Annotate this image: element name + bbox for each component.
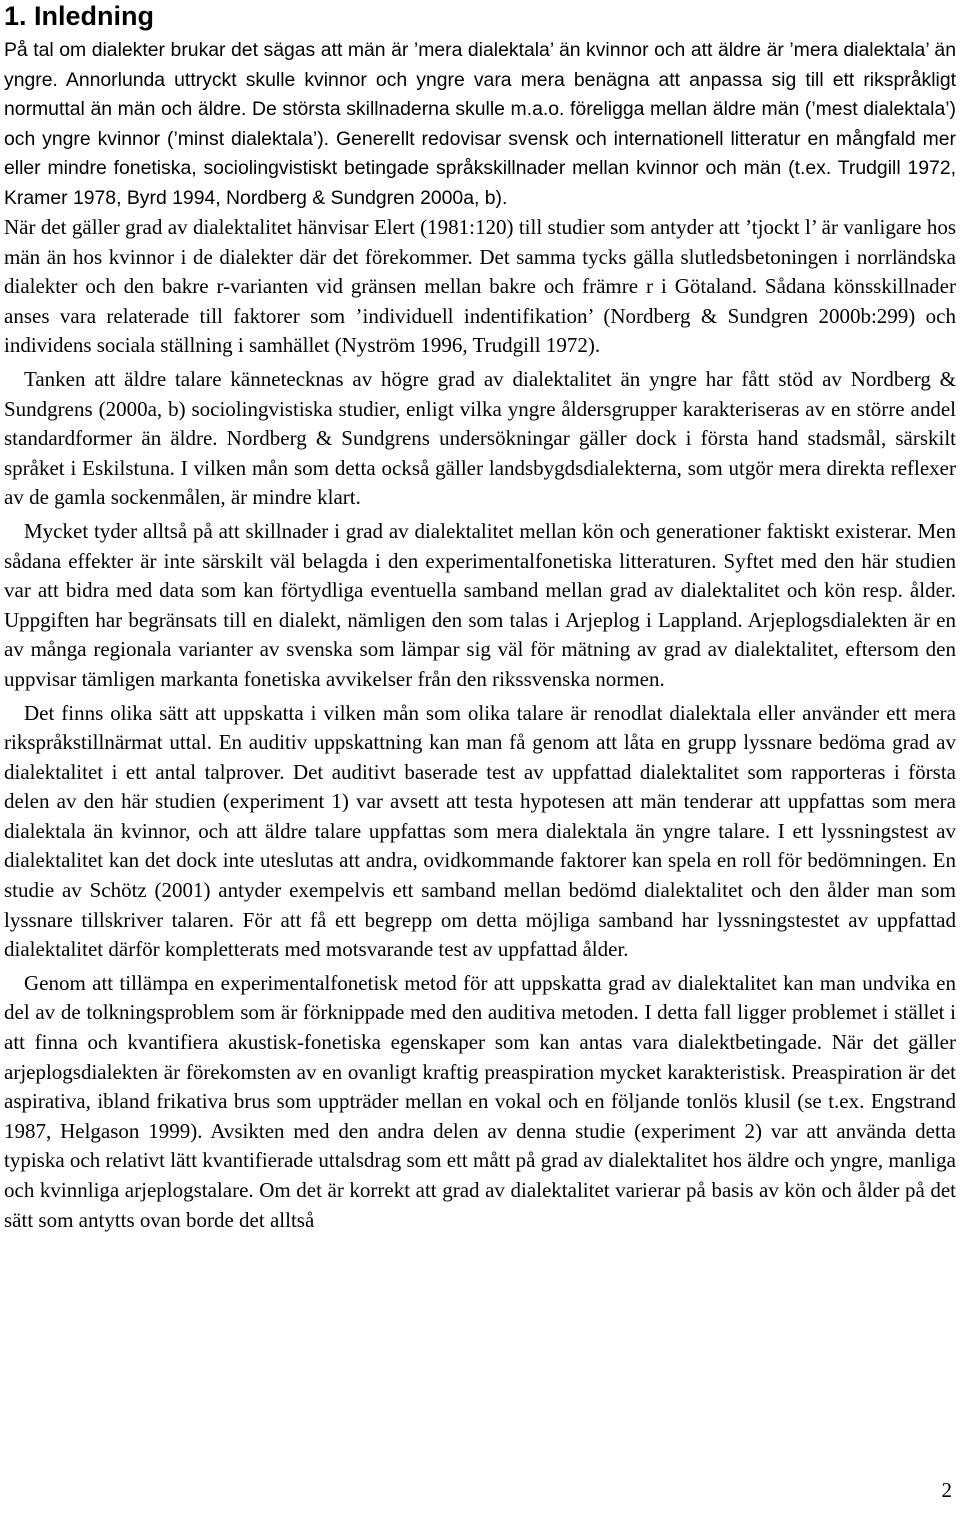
intro-paragraph-serif: När det gäller grad av dialektalitet hänvisar Elert (1981:120) till studier som antyder att ’tjockt l’ är vanligare hos män än hos kvinnor i de dialekter där det förekommer. Det samma tycks gälla slutledsbetoningen i norrländska dialekter och den bakre r-varianten vid gränsen mellan bakre och främre r i Götaland. Sådana könsskillnader anses vara relaterade till faktorer som ’individuell indentifikation’ (Nordberg & Sundgren 2000b:299) och individens sociala ställning i samhället (Nyström 1996, Trudgill 1972). xyxy=(4,215,956,358)
paragraph-listening-test: Det finns olika sätt att uppskatta i vilken mån som olika talare är renodlat dialektala eller använder ett mera rikspråkstillnärmat uttal. En auditiv uppskattning kan man få genom att låta en grupp lyssnare bedöma grad av dialektalitet i ett antal talprover. Det auditivt baserade test av uppfattad dialektalitet som rapporteras i första delen av den här studien (experiment 1) var avsett att testa hypotesen att män tenderar att uppfattas som mera dialektala än kvinnor, och att äldre talare uppfattas som mera dialektala än yngre talare. I ett lyssningstest av dialektalitet kan det dock inte uteslutas att andra, ovidkommande faktorer kan spela en roll för bedömningen. En studie av Schötz (2001) antyder exempelvis ett samband mellan bedömd dialektalitet och den ålder man som lyssnare tillskriver talaren. För att få ett begrepp om detta möjliga samband har lyssningstestet av uppfattad dialektalitet därför kompletterats med motsvarande test av uppfattad ålder. xyxy=(4,700,956,962)
paragraph-preaspiration: Genom att tillämpa en experimentalfonetisk metod för att uppskatta grad av dialektalitet kan man undvika en del av de tolkningsproblem som är förknippade med den auditiva metoden. I detta fall ligger problemet i stället i att finna och kvantifiera akustisk-fonetiska egenskaper som kan antas vara dialektbetingade. När det gäller arjeplogsdialekten är förekomsten av en ovanligt kraftig preaspiration mycket karakteristisk. Preaspiration är det aspirativa, ibland frikativa brus som uppträder mellan en vokal och en följande tonlös klusil (se t.ex. Engstrand 1987, Helgason 1999). Avsikten med den andra delen av denna studie (experiment 2) var att använda detta typiska och relativt lätt kvantifierade uttalsdrag som ett mått på grad av dialektalitet hos äldre och yngre, manliga och kvinnliga arjeplogstalare. Om det är korrekt att grad av dialektalitet varierar på basis av kön och ålder på det sätt som antytts ovan borde det alltså xyxy=(4,970,956,1232)
intro-paragraph-sans: På tal om dialekter brukar det sägas att män är ’mera dialektala’ än kvinnor och att äldre är ’mera dialektala’ än yngre. Annorlunda uttryckt skulle kvinnor och yngre vara mera benägna att anpassa sig till ett rikspråkligt normuttal än män och äldre. De största skillnaderna skulle m.a.o. föreligga mellan äldre män (’mest dialektala’) och yngre kvinnor (’minst dialektala’). Generellt redovisar svensk och internationell litteratur en mångfald mer eller mindre fonetiska, sociolingvistiskt betingade språkskillnader mellan kvinnor och män (t.ex. Trudgill 1972, Kramer 1978, Byrd 1994, Nordberg & Sundgren 2000a, b). xyxy=(4,39,956,209)
paragraph-study-aim: Mycket tyder alltså på att skillnader i grad av dialektalitet mellan kön och generationer faktiskt existerar. Men sådana effekter är inte särskilt väl belagda i den experimentalfonetiska litteraturen. Syftet med den här studien var att bidra med data som kan förtydliga eventuella samband mellan grad av dialektalitet och kön resp. ålder. Uppgiften har begränsats till en dialekt, nämligen den som talas i Arjeplog i Lappland. Arjeplogsdialekten är en av många regionala varianter av svenska som lämpar sig väl för mätning av grad av dialektalitet, eftersom den uppvisar tämligen markanta fonetiska avvikelser från den rikssvenska normen. xyxy=(4,518,956,691)
paragraph-age-dialect: Tanken att äldre talare kännetecknas av högre grad av dialektalitet än yngre har fått stöd av Nordberg & Sundgrens (2000a, b) sociolingvistiska studier, enligt vilka yngre åldersgrupper karakteriseras av en större andel standardformer än äldre. Nordberg & Sundgrens undersökningar gäller dock i första hand stadsmål, särskilt språket i Eskilstuna. I vilken mån som detta också gäller landsbygdsdialekterna, som utgör mera direkta reflexer av de gamla sockenmålen, är mindre klart. xyxy=(4,366,956,510)
page-number: 2 xyxy=(941,1478,952,1502)
section-heading: 1. Inledning xyxy=(4,1,155,31)
